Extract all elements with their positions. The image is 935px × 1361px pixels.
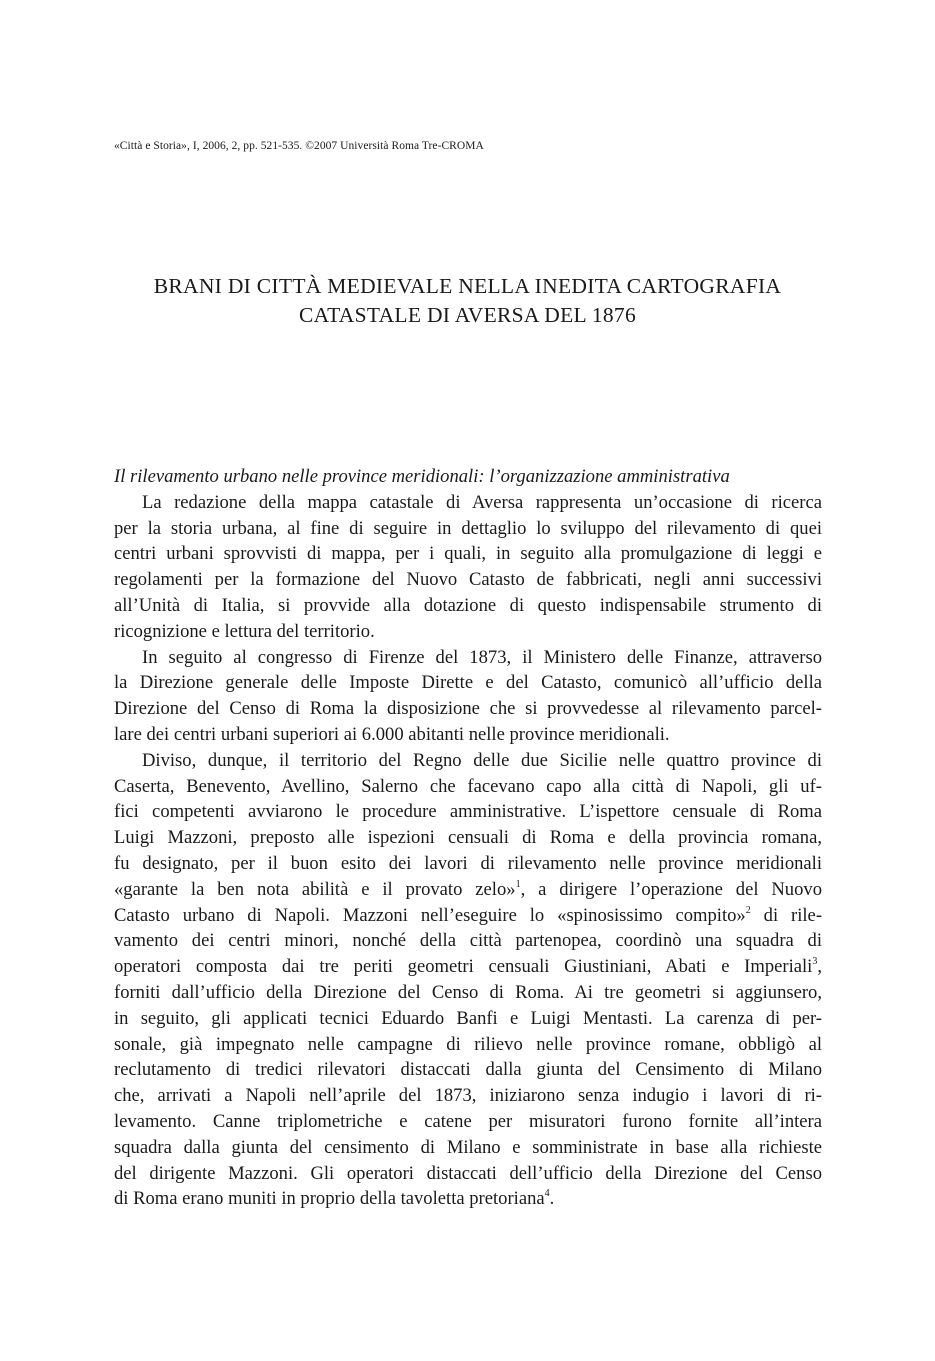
text-line-with-footnote [114,877,822,903]
text-line: sonale, già impegnato nelle campagne di rilievo nelle province romane, obbligò al [114,1033,822,1055]
text-line: fu designato, per il buon esito dei lavori di rilevamento nelle province meridionali [114,852,822,874]
text-line: vamento dei centri minori, nonché della città partenopea, coordinò una squadra di [114,930,822,952]
text-line: reclutamento di tredici rilevatori distaccati dalla giunta del Censimento di Milano [114,1059,822,1081]
text-segment: operatori composta dai tre periti geometri censuali Giustiniani, Abati e Imperiali [114,956,813,978]
text-line: del dirigente Mazzoni. Gli operatori distaccati dell’ufficio della Direzione del Censo [114,1162,822,1184]
paragraph-1 [114,490,822,645]
text-line: all’Unità di Italia, si provvide alla dotazione di questo indispensabile strumento di [114,594,822,616]
footnote-ref[interactable]: 4 [544,1188,550,1200]
text-line: fici competenti avviarono le procedure amministrative. L’ispettore censuale di Roma [114,801,822,823]
text-line: Luigi Mazzoni, preposto alle ispezioni censuali di Roma e della provincia romana, [114,827,822,849]
text-line: regolamenti per la formazione del Nuovo Catasto de fabbricati, negli anni successivi [114,569,822,591]
text-segment: , [817,956,822,978]
text-segment: , a dirigere l’operazione del Nuovo [520,878,822,900]
text-line: squadra dalla giunta del censimento di Milano e somministrate in base alla richieste [114,1136,822,1158]
text-line-with-footnote [114,954,822,980]
text-line: in seguito, gli applicati tecnici Eduardo Banfi e Luigi Mentasti. La carenza di per- [114,1007,822,1029]
text-line: che, arrivati a Napoli nell’aprile del 1873, iniziarono senza indugio i lavori di ri- [114,1085,822,1107]
text-line: In seguito al congresso di Firenze del 1873, il Ministero delle Finanze, attraverso [142,646,822,668]
text-line: Caserta, Benevento, Avellino, Salerno che facevano capo alla città di Napoli, gli uf- [114,775,822,797]
text-line-with-footnote [114,1186,822,1212]
article-title-line: BRANI DI CITTÀ MEDIEVALE NELLA INEDITA CARTOGRAFIA [153,274,782,298]
footnote-ref[interactable]: 1 [515,878,521,890]
running-head-citation: «Città e Storia», I, 2006, 2, pp. 521-535. ©2007 Università Roma Tre-CROMA [114,140,484,152]
text-segment: . [549,1188,555,1210]
footnote-ref[interactable]: 3 [812,956,818,968]
text-line: Diviso, dunque, il territorio del Regno delle due Sicilie nelle quattro province di [142,749,822,771]
footnote-ref[interactable]: 2 [745,904,751,916]
article-title [100,272,835,330]
text-segment: di rile- [750,904,823,926]
text-line: per la storia urbana, al fine di seguire in dettaglio lo sviluppo del rilevamento di quei [114,517,822,539]
text-line: La redazione della mappa catastale di Aversa rappresenta un’occasione di ricerca [142,491,822,513]
text-line: centri urbani sprovvisti di mappa, per i quali, in seguito alla promulgazione di leggi e [114,543,822,565]
text-line: Direzione del Censo di Roma la disposizione che si provvedesse al rilevamento parcel- [114,698,822,720]
paragraph-3 [114,748,822,1212]
section-heading: Il rilevamento urbano nelle province meridionali: l’organizzazione amministrativa [114,466,730,487]
text-line: ricognizione e lettura del territorio. [114,620,375,642]
text-segment: Catasto urbano di Napoli. Mazzoni nell’eseguire lo «spinosissimo compito» [114,904,746,926]
text-line: lare dei centri urbani superiori ai 6.000 abitanti nelle province meridionali. [114,723,670,745]
article-title-line: CATASTALE DI AVERSA DEL 1876 [298,303,637,327]
text-segment: «garante la ben nota abilità e il provato zelo» [114,878,516,900]
text-line: forniti dall’ufficio della Direzione del Censo di Roma. Ai tre geometri si aggiunsero, [114,981,822,1003]
text-line-with-footnote [114,903,822,929]
text-segment: di Roma erano muniti in proprio della tavoletta pretoriana [114,1188,545,1210]
paragraph-2 [114,645,822,748]
article-body [114,464,822,1212]
text-line: levamento. Canne triplometriche e catene per misuratori furono fornite all’intera [114,1110,822,1132]
text-line: la Direzione generale delle Imposte Dirette e del Catasto, comunicò all’ufficio della [114,672,822,694]
